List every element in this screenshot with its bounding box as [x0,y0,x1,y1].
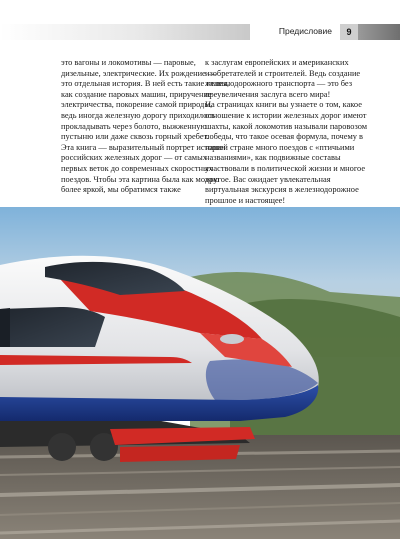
header-section-label [250,24,340,40]
window-frame [0,308,10,347]
wheel [48,433,76,461]
section-title: Предисловие [278,26,332,36]
headlight [220,334,244,344]
train-illustration [0,207,400,539]
page-number: 9 [340,24,358,40]
page-header-bar [0,24,400,40]
header-gradient-left [0,24,250,40]
header-gradient-right [358,24,400,40]
high-speed-train-photo [0,207,400,539]
paragraph: это вагоны и локомотивы — паровые, дизельные, электрические. Их рождение — это отдельная история. В ней есть такие главы, как создание паровых машин, приручение электричества, покорение самой природы, ведь иногда железную дорогу приходилось прокладывать через болото, выжженную пустыню или даже сквозь горный хребет. [61,58,229,142]
paragraph: к заслугам европейских и американских изобретателей и строителей. Ведь создание железнодорожного транспорта — это без преувеличения заслуга всего мира! [205,58,361,99]
text-column-right [205,58,373,206]
paragraph: Эта книга — выразительный портрет истории российских железных дорог — от самых первых веток до современных скоростных поездов. Чтобы эта картина была как можно более яркой, мы обратимся также [61,142,226,195]
side-window [0,307,105,347]
paragraph: На страницах книги вы узнаете о том, какое отношение к истории железных дорог имеют шахты, какой локомотив называли паровозом победы, что такое осевая формула, почему в нашей стране много поездов с «птичьими названиями», как подвижные составы участвовали в политической жизни и многое другое. Вас ожидает увлекательная виртуальная экскурсия в железнодорожное прошлое и настоящее! [205,100,368,205]
text-column-left [61,58,229,196]
